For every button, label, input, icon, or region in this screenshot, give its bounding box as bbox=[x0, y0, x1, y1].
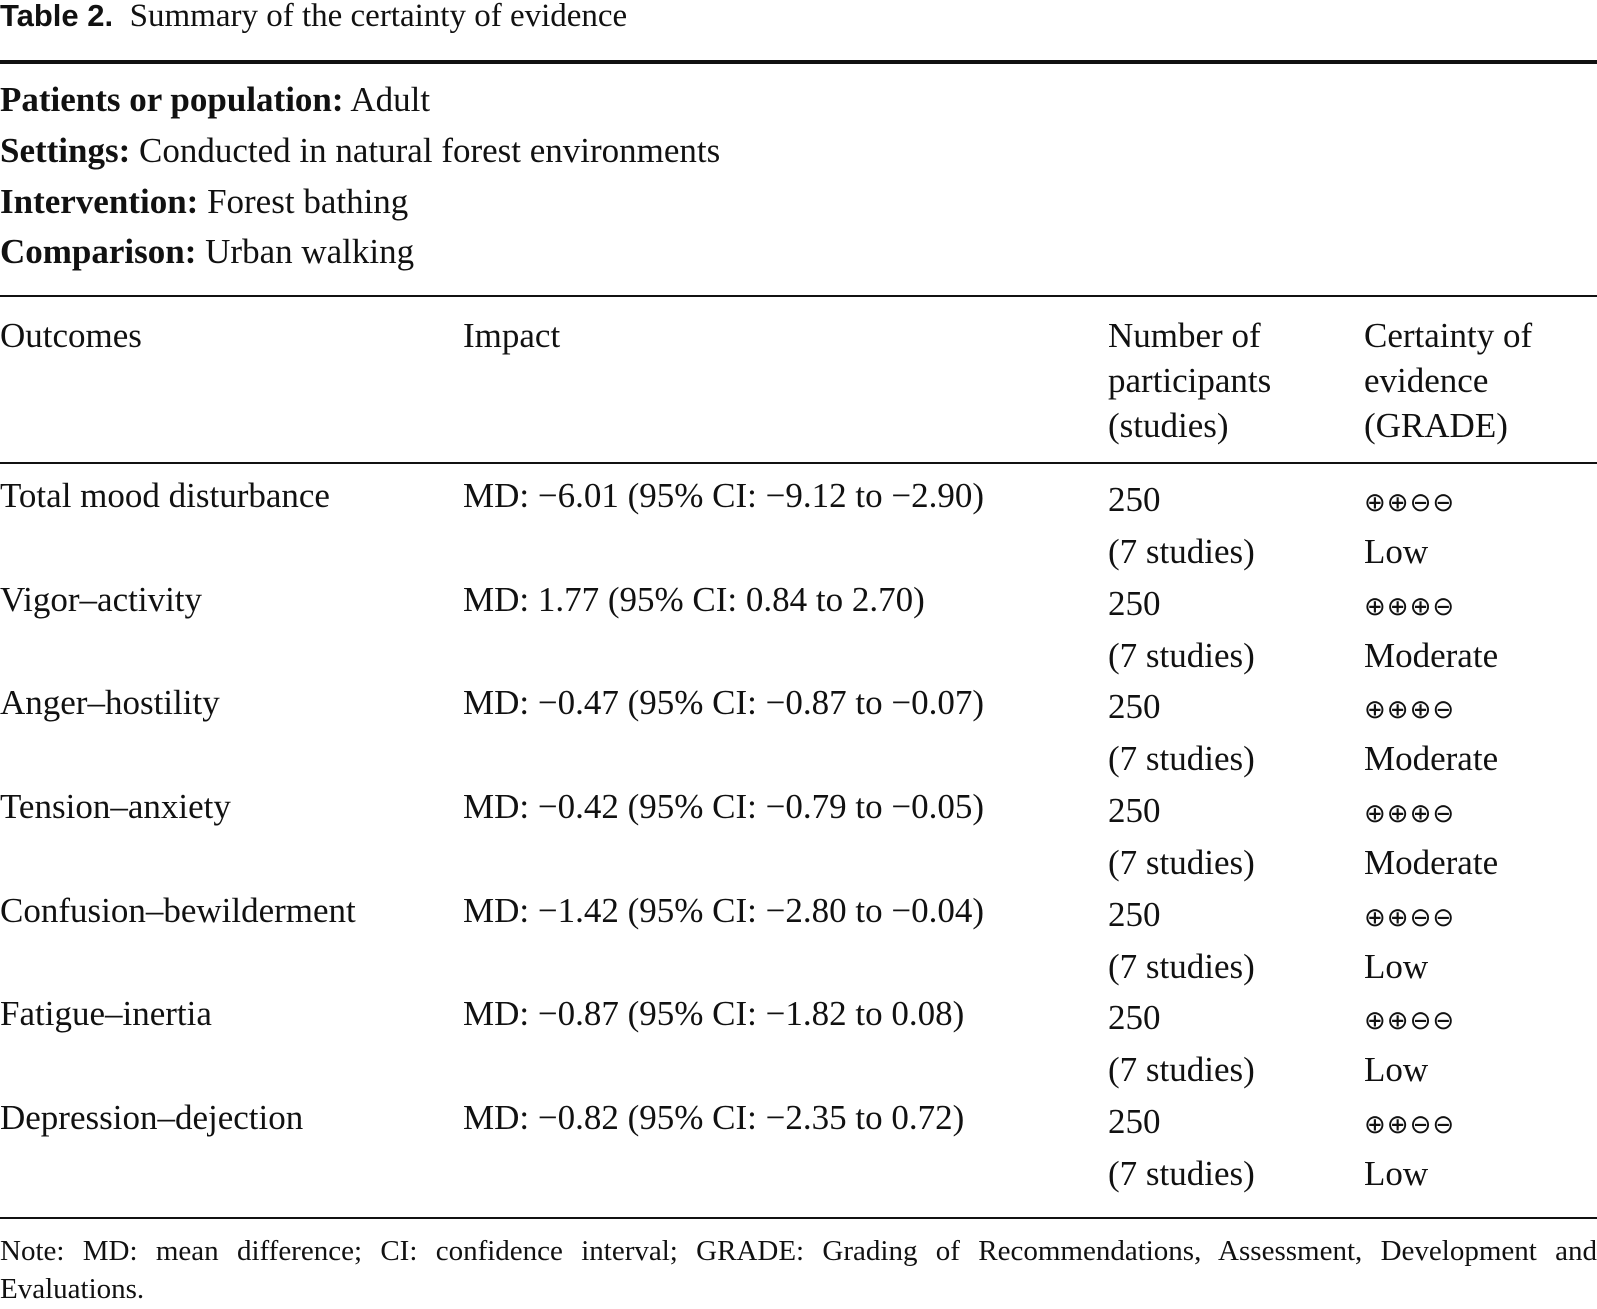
header-outcomes: Outcomes bbox=[0, 316, 142, 355]
meta-value: Forest bathing bbox=[207, 182, 409, 221]
row-participants: 250 bbox=[1108, 1102, 1161, 1141]
certainty-symbols-icon: ⊕⊕⊖⊖ bbox=[1364, 1006, 1456, 1036]
row-studies: (7 studies) bbox=[1108, 636, 1255, 675]
row-studies: (7 studies) bbox=[1108, 947, 1255, 986]
header-bottom-rule bbox=[0, 462, 1597, 464]
header-certainty-line: Certainty of bbox=[1364, 316, 1533, 355]
row-grade: Low bbox=[1364, 1154, 1429, 1193]
row-participants: 250 bbox=[1108, 895, 1161, 934]
row-studies: (7 studies) bbox=[1108, 843, 1255, 882]
table-caption bbox=[0, 0, 627, 40]
row-grade: Moderate bbox=[1364, 843, 1499, 882]
table-footnote: Note: MD: mean difference; CI: confidence interval; GRADE: Grading of Recommendations, Assessment, Development and Evaluations. bbox=[0, 1235, 1597, 1305]
header-certainty bbox=[1364, 313, 1532, 448]
row-studies: (7 studies) bbox=[1108, 532, 1255, 571]
row-grade: Moderate bbox=[1364, 739, 1499, 778]
header-participants bbox=[1108, 313, 1271, 448]
header-participants-line: participants bbox=[1108, 361, 1272, 400]
row-studies: (7 studies) bbox=[1108, 739, 1255, 778]
meta-key: Patients or population: bbox=[0, 80, 344, 119]
row-outcome: Tension–anxiety bbox=[0, 787, 231, 826]
header-certainty-line: evidence bbox=[1364, 361, 1489, 400]
certainty-symbols-icon: ⊕⊕⊕⊖ bbox=[1364, 695, 1456, 725]
table-title: Summary of the certainty of evidence bbox=[129, 0, 628, 34]
row-outcome: Anger–hostility bbox=[0, 683, 220, 722]
row-participants: 250 bbox=[1108, 791, 1161, 830]
meta-key: Settings: bbox=[0, 131, 131, 170]
meta-key: Comparison: bbox=[0, 232, 197, 271]
meta-value: Conducted in natural forest environments bbox=[139, 131, 721, 170]
certainty-symbols-icon: ⊕⊕⊖⊖ bbox=[1364, 903, 1456, 933]
bottom-rule bbox=[0, 1217, 1597, 1219]
row-impact: MD: 1.77 (95% CI: 0.84 to 2.70) bbox=[463, 580, 925, 619]
row-impact: MD: −0.42 (95% CI: −0.79 to −0.05) bbox=[463, 787, 985, 826]
row-impact: MD: −0.87 (95% CI: −1.82 to 0.08) bbox=[463, 994, 965, 1033]
row-outcome: Fatigue–inertia bbox=[0, 994, 212, 1033]
row-outcome: Vigor–activity bbox=[0, 580, 203, 619]
certainty-symbols-icon: ⊕⊕⊕⊖ bbox=[1364, 592, 1456, 622]
header-certainty-line: (GRADE) bbox=[1364, 406, 1508, 445]
row-grade: Low bbox=[1364, 947, 1429, 986]
row-participants: 250 bbox=[1108, 584, 1161, 623]
row-participants: 250 bbox=[1108, 687, 1161, 726]
row-impact: MD: −6.01 (95% CI: −9.12 to −2.90) bbox=[463, 476, 985, 515]
meta-value: Urban walking bbox=[205, 232, 415, 271]
row-studies: (7 studies) bbox=[1108, 1154, 1255, 1193]
row-outcome: Total mood disturbance bbox=[0, 476, 330, 515]
row-grade: Low bbox=[1364, 532, 1429, 571]
row-grade: Moderate bbox=[1364, 636, 1499, 675]
table-label: Table 2. bbox=[0, 0, 114, 33]
row-participants: 250 bbox=[1108, 480, 1161, 519]
meta-population bbox=[0, 80, 430, 120]
certainty-symbols-icon: ⊕⊕⊖⊖ bbox=[1364, 1110, 1456, 1140]
row-impact: MD: −0.47 (95% CI: −0.87 to −0.07) bbox=[463, 683, 985, 722]
meta-intervention bbox=[0, 182, 408, 222]
meta-key: Intervention: bbox=[0, 182, 199, 221]
certainty-symbols-icon: ⊕⊕⊖⊖ bbox=[1364, 488, 1456, 518]
meta-comparison bbox=[0, 232, 414, 272]
row-outcome: Confusion–bewilderment bbox=[0, 891, 356, 930]
row-impact: MD: −1.42 (95% CI: −2.80 to −0.04) bbox=[463, 891, 985, 930]
header-top-rule bbox=[0, 295, 1597, 297]
row-outcome: Depression–dejection bbox=[0, 1098, 304, 1137]
row-impact: MD: −0.82 (95% CI: −2.35 to 0.72) bbox=[463, 1098, 965, 1137]
certainty-symbols-icon: ⊕⊕⊕⊖ bbox=[1364, 799, 1456, 829]
meta-settings bbox=[0, 131, 720, 171]
row-studies: (7 studies) bbox=[1108, 1050, 1255, 1089]
top-rule bbox=[0, 60, 1597, 64]
header-participants-line: Number of bbox=[1108, 316, 1261, 355]
meta-value: Adult bbox=[350, 80, 431, 119]
row-grade: Low bbox=[1364, 1050, 1429, 1089]
header-impact: Impact bbox=[463, 316, 561, 355]
header-participants-line: (studies) bbox=[1108, 406, 1229, 445]
row-participants: 250 bbox=[1108, 998, 1161, 1037]
